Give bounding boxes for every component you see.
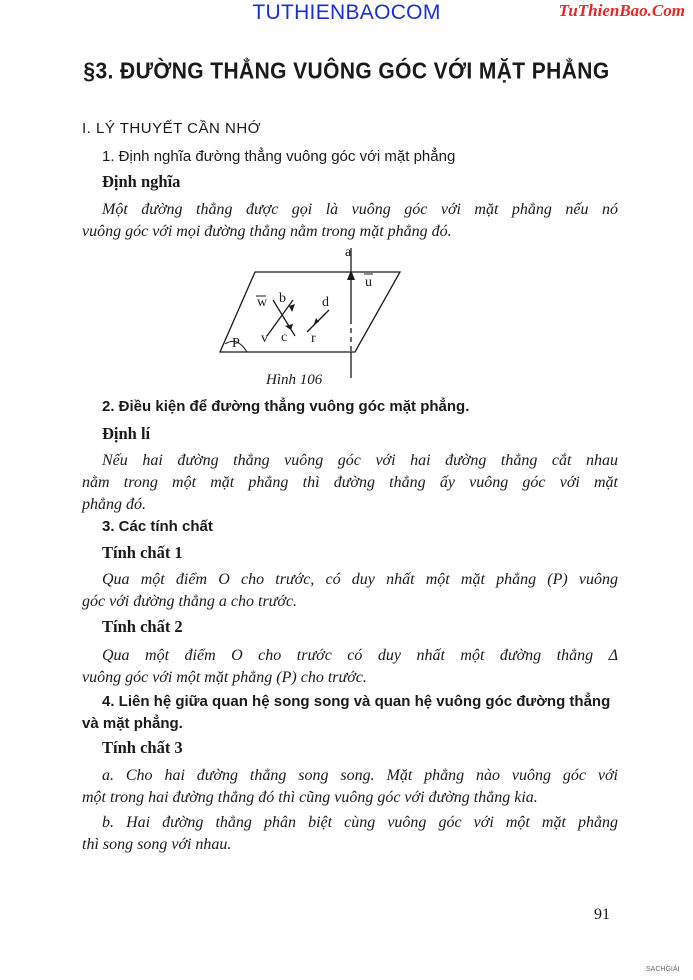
definition-text (82, 199, 618, 243)
theorem-text (82, 450, 618, 516)
property-3b-text (82, 812, 618, 856)
page-number: 91 (594, 906, 610, 923)
subsection-definition: 1. Định nghĩa đường thẳng vuông góc với mặt phẳng (102, 148, 456, 165)
property-1-label: Tính chất 1 (102, 543, 183, 562)
theorem-line: Nếu hai đường thẳng vuông góc với hai đường thẳng cắt nhau (102, 452, 618, 469)
property-3a-text (82, 765, 618, 809)
subsection-condition: 2. Điều kiện để đường thẳng vuông góc mặt phẳng. (102, 398, 470, 415)
property-1-text (82, 569, 618, 613)
label-b: b (279, 291, 286, 306)
definition-line: vuông góc với mọi đường thẳng nằm trong mặt phẳng đó. (82, 223, 452, 240)
relation-line: và mặt phẳng. (82, 715, 183, 732)
definition-label: Định nghĩa (102, 172, 181, 191)
label-c: c (281, 330, 288, 345)
theorem-line: phẳng đó. (82, 496, 146, 513)
label-v: v (261, 331, 268, 346)
property-line: một trong hai đường thẳng đó thì cũng vuông góc với đường thẳng kia. (82, 789, 538, 806)
footer-brand: SACHGIẢI (646, 966, 680, 973)
property-2-text (82, 645, 618, 689)
section-heading: I. LÝ THUYẾT CẦN NHỚ (82, 120, 262, 137)
chapter-title: §3. ĐƯỜNG THẲNG VUÔNG GÓC VỚI MẶT PHẲNG (83, 58, 610, 85)
property-line: vuông góc với một mặt phẳng (P) cho trước. (82, 669, 367, 686)
site-logo: TuThienBao.Com (558, 1, 685, 20)
property-line: Qua một điểm O cho trước, có duy nhất một mặt phẳng (P) vuông (102, 571, 618, 588)
label-w: w (257, 295, 268, 310)
label-r: r (311, 331, 316, 346)
property-2-label: Tính chất 2 (102, 617, 183, 636)
subsection-properties: 3. Các tính chất (102, 518, 213, 535)
property-line: a. Cho hai đường thẳng song song. Mặt phẳng nào vuông góc với (102, 767, 618, 784)
figure-106 (215, 240, 415, 380)
subsection-relation (82, 691, 618, 735)
property-3-label: Tính chất 3 (102, 738, 183, 757)
relation-line: 4. Liên hệ giữa quan hệ song song và quan hệ vuông góc đường thẳng (102, 693, 611, 710)
theorem-label: Định lí (102, 424, 151, 443)
property-line: Qua một điểm O cho trước có duy nhất một đường thẳng Δ (102, 647, 618, 664)
plane-p-outline (220, 272, 400, 352)
property-line: b. Hai đường thẳng phân biệt cùng vuông góc với một mặt phẳng (102, 814, 618, 831)
figure-caption: Hình 106 (266, 372, 323, 388)
site-title: TUTHIENBAOCOM (252, 1, 441, 24)
property-line: thì song song với nhau. (82, 836, 232, 853)
property-line: góc với đường thẳng a cho trước. (82, 593, 298, 610)
label-a: a (345, 245, 352, 260)
theorem-line: nằm trong một mặt phẳng thì đường thẳng ấy vuông góc với mặt (82, 474, 618, 491)
label-u: u (365, 275, 372, 290)
definition-line: Một đường thẳng được gọi là vuông góc với mặt phẳng nếu nó (102, 201, 618, 218)
label-p: P (232, 336, 240, 351)
label-d: d (322, 295, 329, 310)
